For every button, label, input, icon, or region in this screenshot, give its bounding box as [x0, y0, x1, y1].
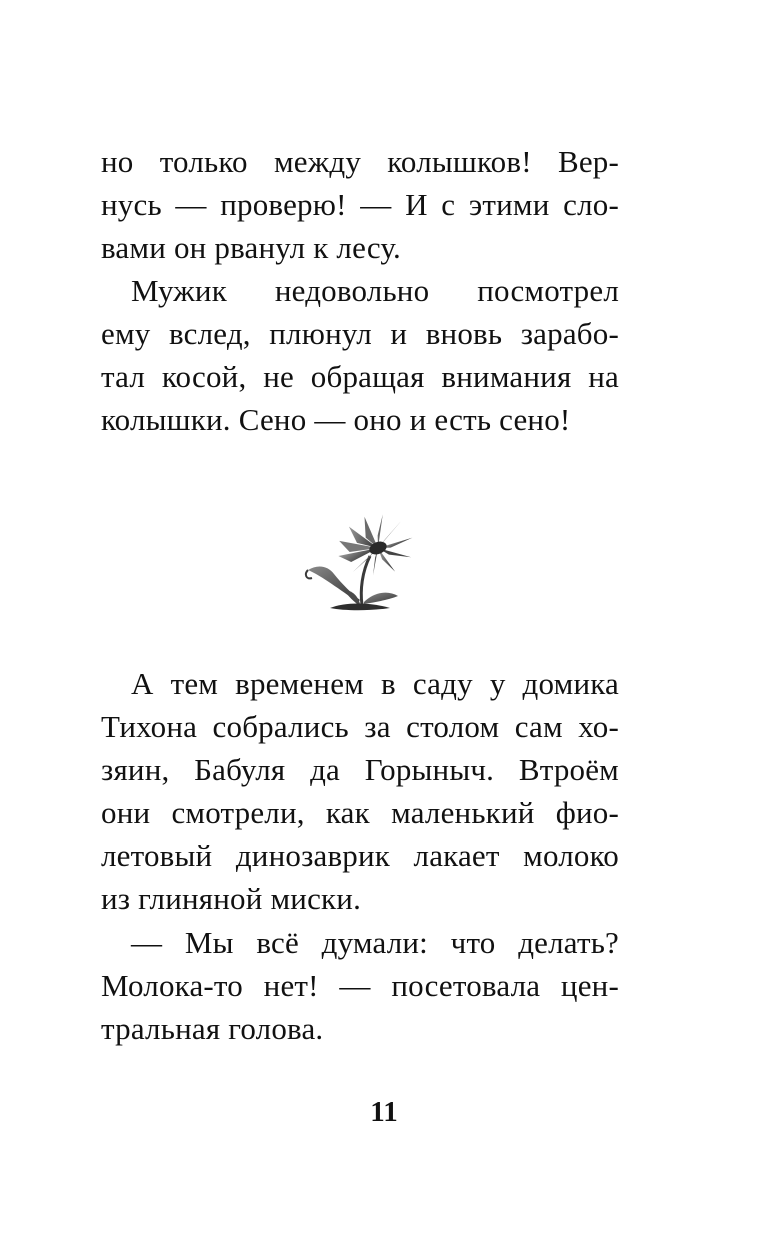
text-line: летовый динозаврик лакает молоко: [101, 838, 619, 873]
page-number: 11: [370, 1096, 398, 1128]
text-line: колышки. Сено — оно и есть сено!: [101, 402, 571, 437]
text-line: — Мы всё думали: что делать?: [131, 925, 619, 960]
text-line: тал косой, не обращая внимания на: [101, 359, 619, 394]
flower-icon: [300, 510, 415, 615]
paragraph: [101, 921, 619, 1050]
text-line: ему вслед, плюнул и вновь зарабо-: [101, 316, 619, 351]
text-line: тральная голова.: [101, 1011, 324, 1046]
paragraph: [101, 269, 619, 441]
text-line: зяин, Бабуля да Горыныч. Втроём: [101, 752, 619, 787]
text-line: они смотрели, как маленький фио-: [101, 795, 619, 830]
text-line: Молока-то нет! — посетовала цен-: [101, 968, 619, 1003]
text-line: но только между колышков! Вер-: [101, 144, 619, 179]
text-line: из глиняной миски.: [101, 881, 362, 916]
text-line: А тем временем в саду у домика: [131, 666, 619, 701]
paragraph: [101, 140, 619, 269]
text-line: нусь — проверю! — И с этими сло-: [101, 187, 619, 222]
text-line: Тихона собрались за столом сам хо-: [101, 709, 619, 744]
text-line: вами он рванул к лесу.: [101, 230, 401, 265]
text-line: Мужик недовольно посмотрел: [131, 273, 619, 308]
paragraph: [101, 662, 619, 920]
